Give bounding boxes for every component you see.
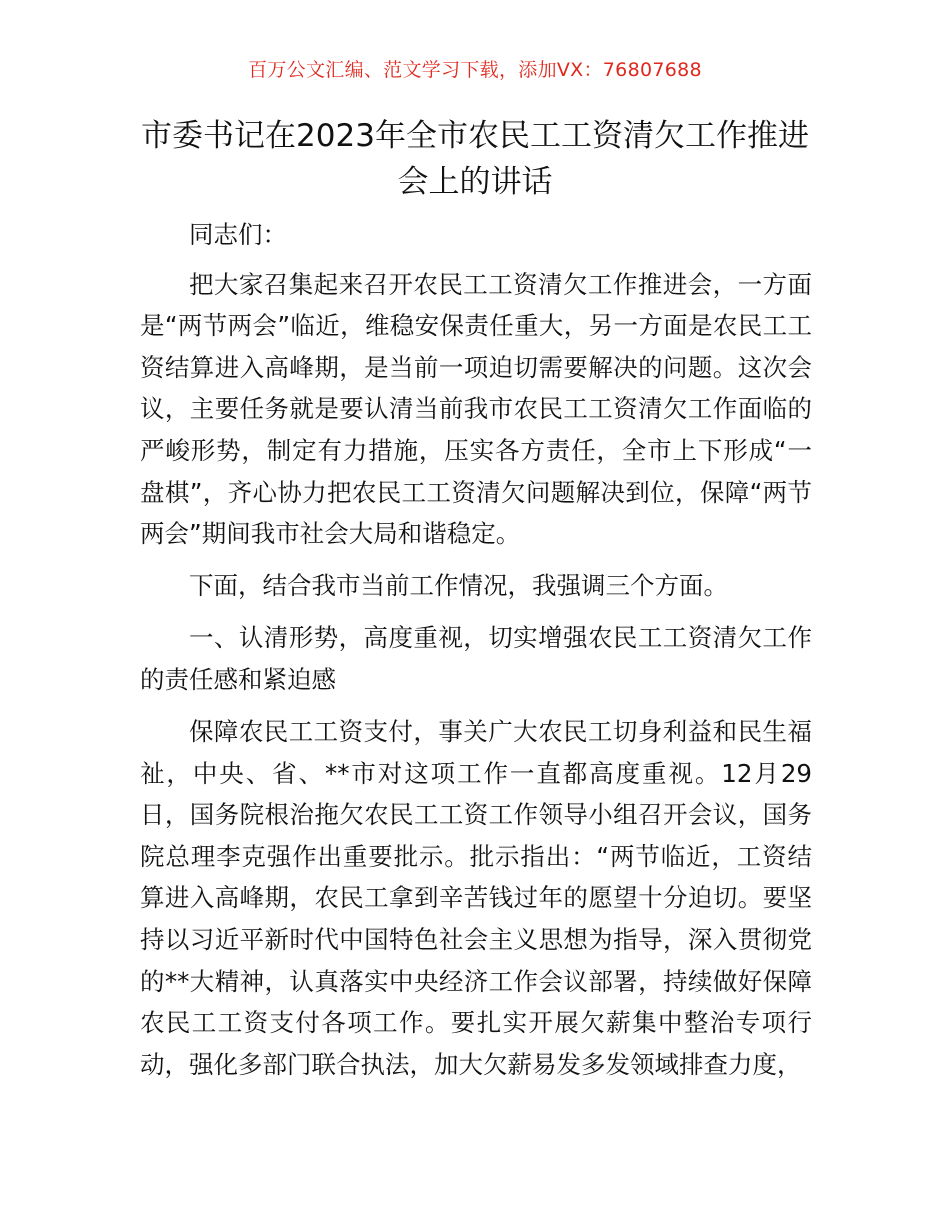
salutation: 同志们： [189, 220, 287, 249]
section-heading-1: 一、认清形势，高度重视，切实增强农民工工资清欠工作的责任感和紧迫感 [140, 623, 812, 694]
paragraph-outline: 下面，结合我市当前工作情况，我强调三个方面。 [189, 571, 728, 601]
paragraph-section-1: 保障农民工工资支付，事关广大农民工切身利益和民生福祉，中央、省、**市对这项工作一直都高度重视。12月29日，国务院根治拖欠农民工工资工作领导小组召开会议，国务院总理李克强作出重要批示。批示指出：“两节临近，工资结算进入高峰期，农民工拿到辛苦钱过年的愿望十分迫切。要坚持以习近平新时代中国特色社会主义思想为指导，深入贯彻党的**大精神，认真落实中央经济工作会议部署，持续做好保障农民工工资支付各项工作。要扎实开展欠薪集中整治专项行动，强化多部门联合执法，加大欠薪易发多发领域排查力度， [140, 717, 812, 1079]
document-title: 市委书记在2023年全市农民工工资清欠工作推进会上的讲话 [141, 118, 809, 200]
header-watermark-note: 百万公文汇编、范文学习下载，添加VX：76807688 [248, 59, 702, 81]
document-body [140, 214, 812, 1096]
paragraph-intro: 把大家召集起来召开农民工工资清欠工作推进会，一方面是“两节两会”临近，维稳安保责任重大，另一方面是农民工工资结算进入高峰期，是当前一项迫切需要解决的问题。这次会议，主要任务就是要认清当前我市农民工工资清欠工作面临的严峻形势，制定有力措施，压实各方责任，全市上下形成“一盘棋”，齐心协力把农民工工资清欠问题解决到位，保障“两节两会”期间我市社会大局和谐稳定。 [140, 269, 812, 549]
